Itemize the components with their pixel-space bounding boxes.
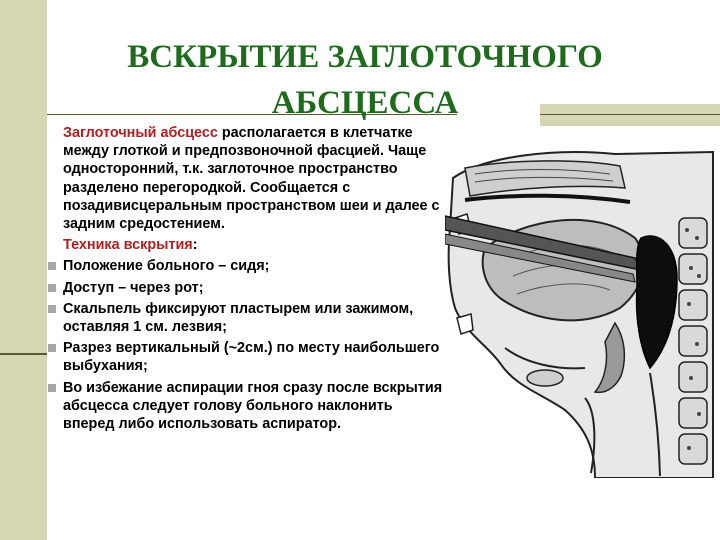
technique-heading bbox=[48, 236, 443, 254]
step-text: Положение больного – сидя; bbox=[63, 258, 270, 275]
intro-paragraph bbox=[48, 124, 443, 233]
list-item bbox=[48, 339, 443, 375]
intro-term: Заглоточный абсцесс bbox=[63, 125, 218, 141]
list-item bbox=[48, 279, 443, 297]
square-bullet-icon bbox=[48, 305, 56, 313]
square-bullet-icon bbox=[48, 384, 56, 392]
sagittal-head-neck-illustration bbox=[445, 148, 715, 478]
left-decorative-band bbox=[0, 0, 47, 540]
slide-body bbox=[48, 124, 443, 436]
technique-heading-text: Техника вскрытия bbox=[63, 237, 193, 254]
slide-title-line-2: АБСЦЕССА bbox=[271, 85, 459, 121]
slide-title bbox=[55, 34, 675, 126]
technique-heading-colon: : bbox=[192, 237, 198, 254]
intro-text: располагается в клетчатке между глоткой и предпозвоночной фасцией. Чаще односторонний, т.к. заглоточное пространство разделено перегородкой. Сообщается с позадивисцеральным пространством шеи и далее с задним средостением. bbox=[63, 125, 440, 233]
steps-list bbox=[48, 257, 443, 433]
slide-title-line-1: ВСКРЫТИЕ ЗАГЛОТОЧНОГО bbox=[127, 39, 603, 75]
step-text: Разрез вертикальный (~2см.) по месту наибольшего выбухания; bbox=[63, 340, 440, 375]
step-text: Скальпель фиксируют пластырем или зажимом, оставляя 1 см. лезвия; bbox=[63, 300, 414, 336]
square-bullet-icon bbox=[48, 262, 56, 270]
square-bullet-icon bbox=[48, 344, 56, 352]
list-item bbox=[48, 300, 443, 336]
list-item bbox=[48, 379, 443, 434]
step-text: Доступ – через рот; bbox=[63, 279, 204, 296]
side-divider-line bbox=[0, 353, 47, 355]
square-bullet-icon bbox=[48, 284, 56, 292]
step-text: Во избежание аспирации гноя сразу после вскрытия абсцесса следует голову больного наклонить вперед либо использовать аспиратор. bbox=[63, 379, 443, 433]
list-item bbox=[48, 257, 443, 275]
